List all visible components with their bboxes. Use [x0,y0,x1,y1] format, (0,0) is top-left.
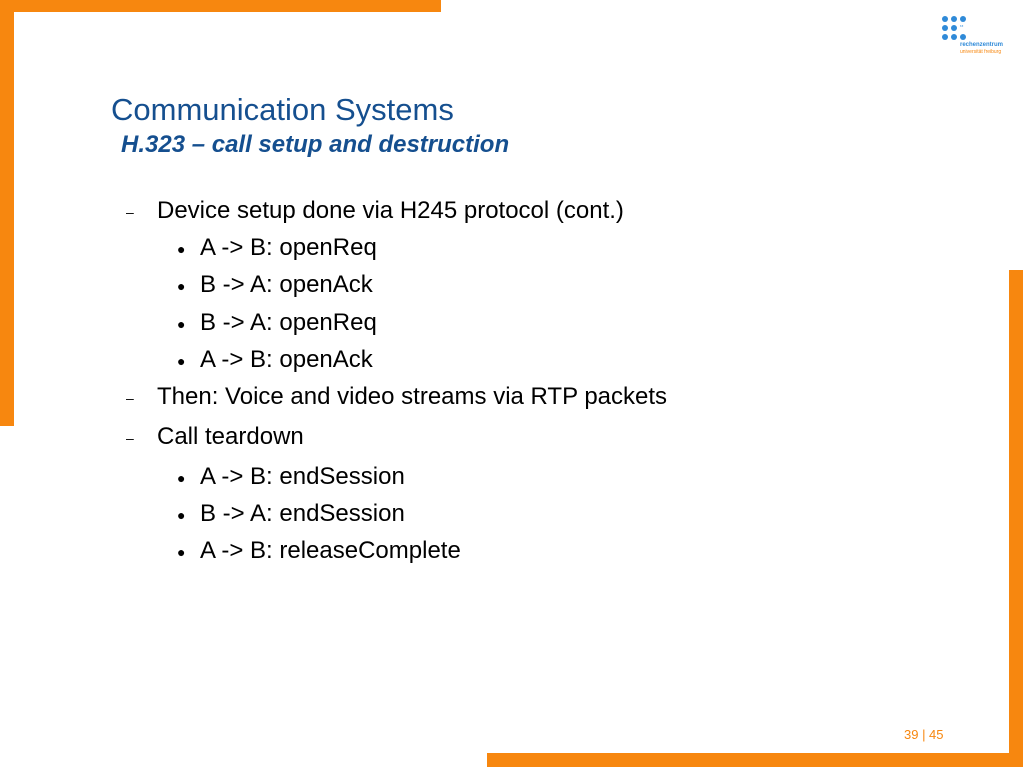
slide-subtitle: H.323 – call setup and destruction [121,131,510,158]
list-item-text: A -> B: openReq [200,234,377,261]
slide-title: Communication Systems [111,92,454,127]
list-item-text: B -> A: openReq [200,309,377,336]
list-item-text: A -> B: openAck [200,346,373,373]
list-item [177,537,461,564]
list-item [126,423,304,450]
list-item [177,309,377,336]
list-item-text: A -> B: endSession [200,463,405,490]
logo-name: rechenzentrum [960,42,1004,48]
dash-bullet-icon: – [126,204,134,220]
list-item [126,197,624,224]
page-number: 39 | 45 [904,727,944,742]
dot-bullet-icon: ● [177,278,186,294]
list-item [177,346,373,373]
list-item-text: Then: Voice and video streams via RTP packets [157,383,668,410]
list-item-text: B -> A: endSession [200,500,405,527]
list-item [177,271,373,298]
list-item-text: Call teardown [157,423,304,450]
logo-mark: rz [960,23,964,28]
list-item-text: Device setup done via H245 protocol (cont.) [157,197,624,224]
list-item [126,383,668,410]
dot-bullet-icon: ● [177,507,186,523]
list-item-text: B -> A: openAck [200,271,373,298]
dash-bullet-icon: – [126,390,134,406]
list-item [177,234,377,261]
list-item [177,463,405,490]
dash-bullet-icon: – [126,430,134,446]
dot-bullet-icon: ● [177,353,186,369]
list-item-text: A -> B: releaseComplete [200,537,461,564]
logo-subname: universität freiburg [960,49,1002,55]
dot-bullet-icon: ● [177,241,186,257]
dot-bullet-icon: ● [177,544,186,560]
dot-bullet-icon: ● [177,316,186,332]
dot-bullet-icon: ● [177,470,186,486]
list-item [177,500,405,527]
